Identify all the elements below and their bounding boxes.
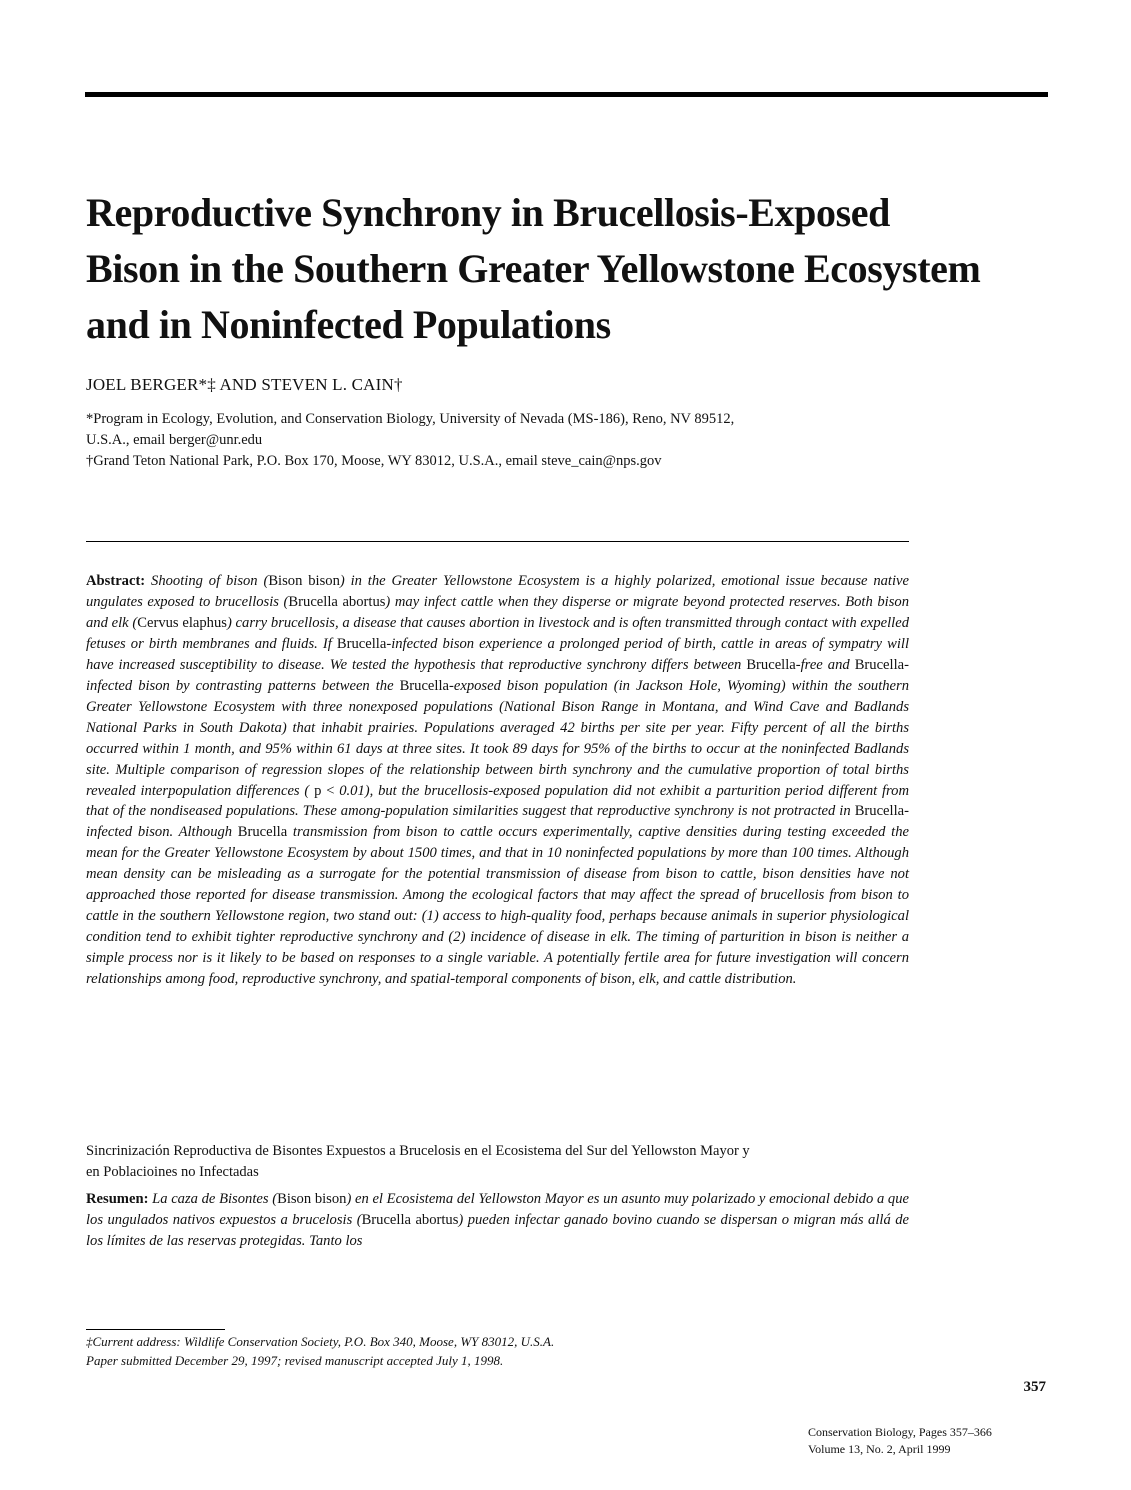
abstract-text: ) in the Greater Yellowstone Ecosystem is a highly polarized, emotional issue because native ungulates exposed to brucellosis ( xyxy=(86,573,909,610)
abstract-text: transmission from bison to cattle occurs experimentally, captive densities during testing exceeded the mean for the Greater Yellowstone Ecosystem by about 1500 times, and that in 10 noninfected populations by more than 100 times. Although mean density can be misleading as a surrogate for the potential transmission of disease from bison to cattle, bison densities have not approached those reported for disease transmission. Among the ecological factors that may affect the spread of brucellosis from bison to cattle in the southern Yellowstone region, two stand out: (1) access to high-quality food, perhaps because animals in superior physiological condition tend to exhibit tighter reproductive synchrony and (2) incidence of disease in elk. The timing of parturition in bison is neither a simple process nor is it likely to be based on responses to a single variable. A potentially fertile area for future investigation will concern relationships among food, reproductive synchrony, and spatial-temporal components of bison, elk, and cattle distribution. xyxy=(86,824,909,988)
affiliation-line: *Program in Ecology, Evolution, and Conservation Biology, University of Nevada (MS-186), Reno, NV 89512, xyxy=(86,411,735,427)
title-line: Reproductive Synchrony in Brucellosis-Exposed xyxy=(86,190,890,235)
abstract-text: -infected bison. Although xyxy=(86,803,909,841)
page-number: 357 xyxy=(1023,1379,1046,1395)
species-name: Brucella xyxy=(854,803,905,820)
spanish-title-line: en Poblacioines no Infectadas xyxy=(86,1164,259,1180)
p-value: p < xyxy=(309,782,340,799)
resumen-text: ) pueden infectar ganado bovino cuando se dispersan o migran más allá de los límites de las reservas protegidas. Tanto los xyxy=(86,1211,909,1249)
species-name: Brucella xyxy=(336,635,387,652)
footnote-line: Paper submitted December 29, 1997; revised manuscript accepted July 1, 1998. xyxy=(86,1352,504,1368)
abstract-text: -infected bison experience a prolonged period of birth, cattle in areas of sympatry will have increased susceptibility to disease. We tested the hypothesis that reproductive synchrony differs between xyxy=(86,635,909,673)
footnotes xyxy=(86,1333,554,1370)
abstract-label: Abstract: xyxy=(86,573,146,589)
journal-line: Volume 13, No. 2, April 1999 xyxy=(808,1442,951,1456)
abstract-text: -exposed bison population (in Jackson Hole, Wyoming) within the southern Greater Yellowstone Ecosystem with three nonexposed populations (National Bison Range in Montana, and Wind Cave and Badlands National Parks in South Dakota) that inhabit prairies. Populations averaged 42 births per site per year. Fifty percent of all the births occurred within 1 month, and 95% within 61 days at three sites. It took 89 days for 95% of the births to occur at the noninfected Badlands site. Multiple comparison of regression slopes of the relationship between birth synchrony and the cumulative proportion of total births revealed interpopulation differences ( xyxy=(86,677,909,799)
section-divider xyxy=(86,541,909,542)
top-rule xyxy=(85,92,1048,97)
footnote-line: ‡Current address: Wildlife Conservation Society, P.O. Box 340, Moose, WY 83012, U.S.A. xyxy=(86,1334,555,1349)
article-title xyxy=(86,185,1046,353)
species-name: Bison bison xyxy=(268,573,340,589)
abstract-text: -free and xyxy=(795,656,855,673)
abstract-text: ) carry brucellosis, a disease that causes abortion in livestock and is often transmitted through contact with expelled fetuses or birth membranes and fluids. If xyxy=(86,614,910,652)
spanish-title-line: Sincrinización Reproductiva de Bisontes Expuestos a Brucelosis en el Ecosistema del Sur del Yellowston Mayor y xyxy=(86,1143,750,1159)
title-line: Bison in the Southern Greater Yellowstone Ecosystem xyxy=(86,246,981,291)
species-name: Brucella xyxy=(746,656,796,673)
species-name: Bison bison xyxy=(277,1191,347,1207)
journal-citation xyxy=(808,1424,992,1458)
footnote-rule xyxy=(86,1329,225,1330)
species-name: Brucella abortus xyxy=(361,1211,459,1228)
species-name: Brucella xyxy=(854,656,905,673)
affiliation-line: †Grand Teton National Park, P.O. Box 170, Moose, WY 83012, U.S.A., email steve_cain@nps.gov xyxy=(86,453,662,469)
spanish-title xyxy=(86,1141,916,1183)
resumen-text: La caza de Bisontes ( xyxy=(148,1191,278,1207)
abstract-text: -infected bison by contrasting patterns between the xyxy=(86,656,909,694)
abstract-text: ) may infect cattle when they disperse or migrate beyond protected reserves. Both bison and elk ( xyxy=(86,593,909,631)
species-name: Cervus elaphus xyxy=(137,614,227,631)
author-list: JOEL BERGER*‡ AND STEVEN L. CAIN† xyxy=(86,375,403,394)
species-name: Brucella xyxy=(237,824,288,841)
abstract xyxy=(86,571,909,990)
resumen-label: Resumen: xyxy=(86,1191,149,1207)
resumen xyxy=(86,1189,909,1252)
species-name: Brucella abortus xyxy=(288,593,386,610)
abstract-text: 0.01), but the brucellosis-exposed population did not exhibit a parturition period different from that of the nondiseased populations. These among-population similarities suggest that reproductive synchrony is not protracted in xyxy=(86,782,909,820)
resumen-text: ) en el Ecosistema del Yellowston Mayor es un asunto muy polarizado y emocional debido a que los ungulados nativos expuestos a brucelosis ( xyxy=(86,1191,910,1228)
journal-line: Conservation Biology, Pages 357–366 xyxy=(808,1425,992,1439)
title-line: and in Noninfected Populations xyxy=(86,302,611,347)
affiliations xyxy=(86,409,916,472)
abstract-text: Shooting of bison ( xyxy=(145,573,269,589)
affiliation-line: U.S.A., email berger@unr.edu xyxy=(86,432,263,448)
species-name: Brucella xyxy=(399,677,449,694)
